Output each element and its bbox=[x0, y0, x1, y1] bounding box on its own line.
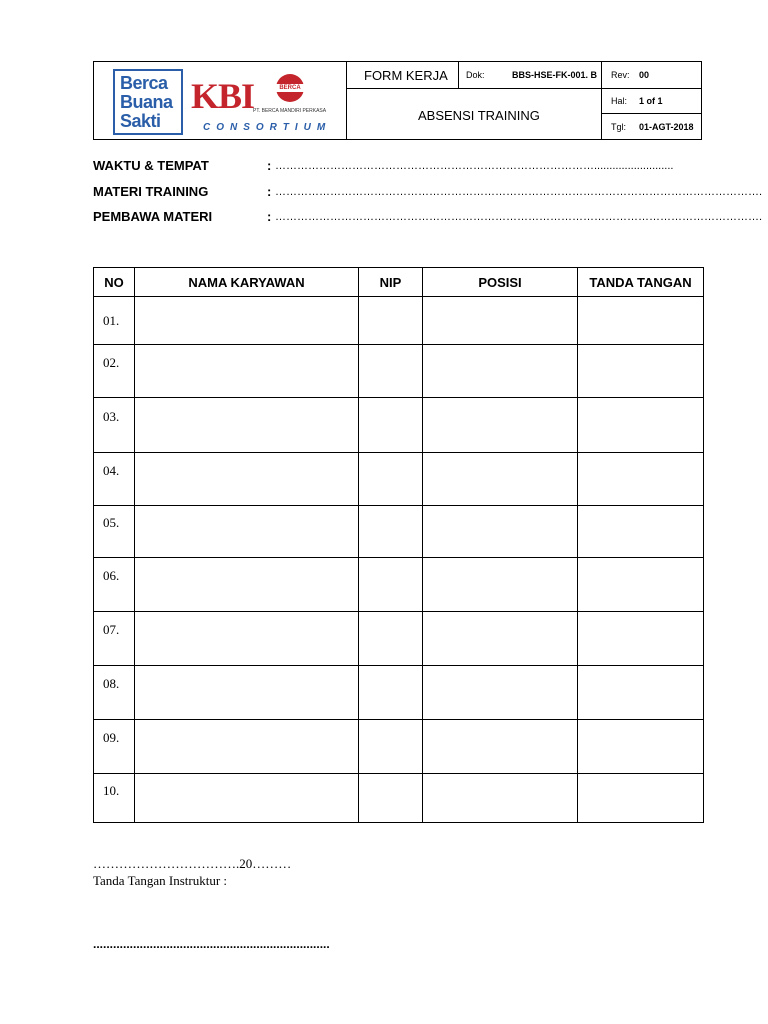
nama-cell[interactable] bbox=[135, 774, 359, 823]
doc-value: BBS-HSE-FK-001. B bbox=[512, 70, 598, 80]
tanda-tangan-cell[interactable] bbox=[578, 774, 704, 823]
info-colon: : bbox=[267, 158, 272, 173]
row-number: 01. bbox=[94, 297, 135, 345]
attendance-table bbox=[93, 267, 704, 823]
posisi-cell[interactable] bbox=[423, 297, 578, 345]
instruktur-label: Tanda Tangan Instruktur : bbox=[93, 873, 228, 888]
info-colon: : bbox=[267, 184, 272, 199]
date-line[interactable]: …………………………….20……… bbox=[93, 856, 292, 871]
hal-label: Hal: bbox=[611, 96, 628, 106]
pembawa-materi-label: PEMBAWA MATERI bbox=[93, 209, 213, 224]
row-number: 07. bbox=[94, 612, 135, 666]
row-number: 04. bbox=[94, 453, 135, 506]
column-header-posisi: POSISI bbox=[423, 268, 578, 297]
posisi-cell[interactable] bbox=[423, 345, 578, 398]
table-row bbox=[94, 558, 704, 612]
tanda-tangan-cell[interactable] bbox=[578, 666, 704, 720]
table-row bbox=[94, 453, 704, 506]
table-row bbox=[94, 506, 704, 558]
nip-cell[interactable] bbox=[359, 774, 423, 823]
divider bbox=[601, 62, 602, 139]
column-header-no: NO bbox=[94, 268, 135, 297]
nama-cell[interactable] bbox=[135, 345, 359, 398]
nip-cell[interactable] bbox=[359, 297, 423, 345]
document-header bbox=[93, 61, 702, 140]
table-row bbox=[94, 666, 704, 720]
table-row bbox=[94, 297, 704, 345]
posisi-cell[interactable] bbox=[423, 612, 578, 666]
posisi-cell[interactable] bbox=[423, 558, 578, 612]
signature-line[interactable]: ....................................................................... bbox=[93, 937, 330, 951]
tanda-tangan-cell[interactable] bbox=[578, 506, 704, 558]
divider bbox=[346, 88, 702, 89]
doc-label: Dok: bbox=[466, 70, 485, 80]
nama-cell[interactable] bbox=[135, 666, 359, 720]
nama-cell[interactable] bbox=[135, 506, 359, 558]
nip-cell[interactable] bbox=[359, 558, 423, 612]
posisi-cell[interactable] bbox=[423, 506, 578, 558]
nip-cell[interactable] bbox=[359, 506, 423, 558]
divider bbox=[601, 113, 702, 114]
tanda-tangan-cell[interactable] bbox=[578, 345, 704, 398]
nip-cell[interactable] bbox=[359, 612, 423, 666]
table-row bbox=[94, 720, 704, 774]
materi-training-label: MATERI TRAINING bbox=[93, 184, 209, 199]
tanda-tangan-cell[interactable] bbox=[578, 720, 704, 774]
table-row bbox=[94, 398, 704, 453]
column-header-tanda-tangan: TANDA TANGAN bbox=[578, 268, 704, 297]
table-row bbox=[94, 774, 704, 823]
logo-line: Berca bbox=[120, 73, 168, 93]
nama-cell[interactable] bbox=[135, 398, 359, 453]
tanda-tangan-cell[interactable] bbox=[578, 297, 704, 345]
tanda-tangan-cell[interactable] bbox=[578, 398, 704, 453]
table-row bbox=[94, 345, 704, 398]
row-number: 02. bbox=[94, 345, 135, 398]
posisi-cell[interactable] bbox=[423, 666, 578, 720]
table-row bbox=[94, 612, 704, 666]
posisi-cell[interactable] bbox=[423, 720, 578, 774]
berca-mark-text: BERCA bbox=[279, 85, 301, 91]
form-subtitle: ABSENSI TRAINING bbox=[418, 108, 540, 123]
column-header-nip: NIP bbox=[359, 268, 423, 297]
materi-training-field[interactable]: ……………………………………………………………………………………………………………………. bbox=[275, 186, 763, 198]
nama-cell[interactable] bbox=[135, 297, 359, 345]
row-number: 05. bbox=[94, 506, 135, 558]
nip-cell[interactable] bbox=[359, 666, 423, 720]
divider bbox=[458, 62, 459, 88]
rev-value: 00 bbox=[639, 70, 650, 80]
column-header-nama: NAMA KARYAWAN bbox=[135, 268, 359, 297]
waktu-tempat-label: WAKTU & TEMPAT bbox=[93, 158, 209, 173]
nip-cell[interactable] bbox=[359, 398, 423, 453]
form-title: FORM KERJA bbox=[364, 68, 448, 83]
info-colon: : bbox=[267, 209, 272, 224]
nip-cell[interactable] bbox=[359, 720, 423, 774]
posisi-cell[interactable] bbox=[423, 453, 578, 506]
pt-name-text: PT. BERCA MANDIRI PERKASA bbox=[253, 108, 327, 114]
tanda-tangan-cell[interactable] bbox=[578, 558, 704, 612]
nama-cell[interactable] bbox=[135, 453, 359, 506]
row-number: 10. bbox=[94, 774, 135, 823]
tgl-label: Tgl: bbox=[611, 122, 627, 132]
nama-cell[interactable] bbox=[135, 612, 359, 666]
kbi-consortium-logo bbox=[191, 72, 341, 132]
hal-value: 1 of 1 bbox=[639, 96, 663, 106]
posisi-cell[interactable] bbox=[423, 774, 578, 823]
berca-buana-sakti-logo bbox=[113, 69, 183, 135]
nama-cell[interactable] bbox=[135, 558, 359, 612]
nama-cell[interactable] bbox=[135, 720, 359, 774]
row-number: 06. bbox=[94, 558, 135, 612]
consortium-text: CONSORTIUM bbox=[203, 122, 332, 133]
logo-line: Buana bbox=[120, 92, 173, 112]
tgl-value: 01-AGT-2018 bbox=[639, 122, 694, 132]
divider bbox=[346, 62, 347, 139]
nip-cell[interactable] bbox=[359, 453, 423, 506]
tanda-tangan-cell[interactable] bbox=[578, 612, 704, 666]
row-number: 03. bbox=[94, 398, 135, 453]
posisi-cell[interactable] bbox=[423, 398, 578, 453]
waktu-tempat-field[interactable]: …………………………………………………………………………….......................... bbox=[275, 160, 674, 172]
tanda-tangan-cell[interactable] bbox=[578, 453, 704, 506]
logo-line: Sakti bbox=[120, 111, 161, 131]
table-header-row bbox=[94, 268, 704, 297]
row-number: 08. bbox=[94, 666, 135, 720]
nip-cell[interactable] bbox=[359, 345, 423, 398]
pembawa-materi-field[interactable]: ……………………………………………………………………………………………………………………. bbox=[275, 211, 763, 223]
kbi-logo-text: KBI bbox=[191, 76, 255, 116]
row-number: 09. bbox=[94, 720, 135, 774]
rev-label: Rev: bbox=[611, 70, 630, 80]
